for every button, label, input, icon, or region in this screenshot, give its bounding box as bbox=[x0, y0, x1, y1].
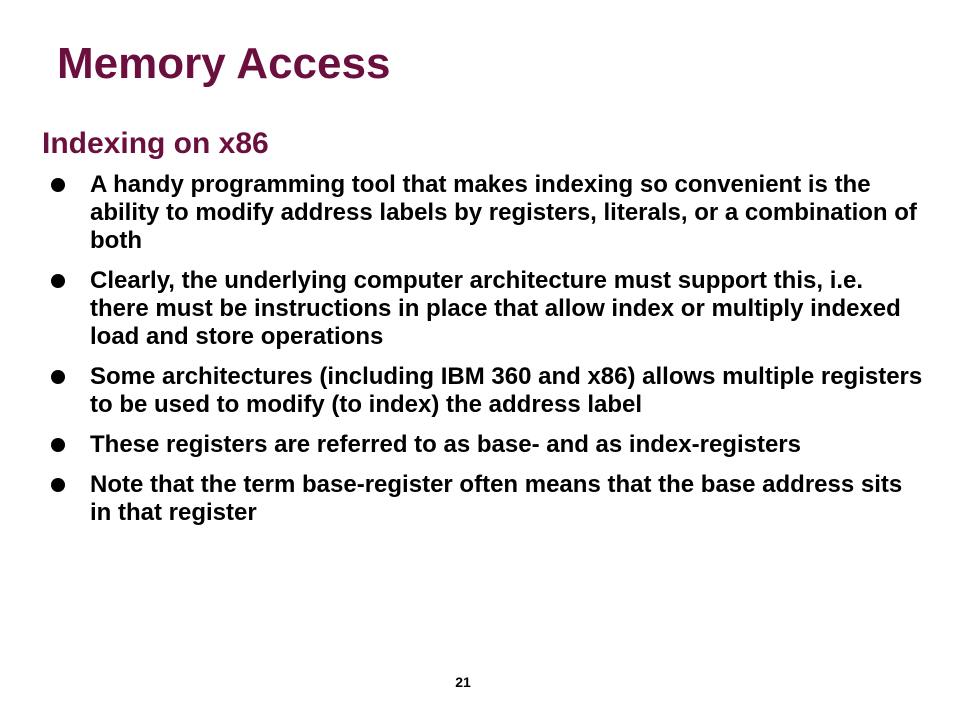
bullet-dot-icon bbox=[51, 274, 65, 288]
slide-subtitle: Indexing on x86 bbox=[42, 127, 269, 160]
page-number: 21 bbox=[455, 674, 471, 690]
bullet-text: A handy programming tool that makes indexing so convenient is the ability to modify address labels by registers, literals, or a combination of both bbox=[90, 171, 917, 254]
bullet-list bbox=[48, 171, 928, 539]
bullet-dot-icon bbox=[51, 438, 65, 452]
bullet-dot-icon bbox=[51, 370, 65, 384]
bullet-item bbox=[48, 471, 928, 527]
bullet-text: Clearly, the underlying computer architecture must support this, i.e. there must be instructions in place that allow index or multiply indexed load and store operations bbox=[90, 267, 901, 350]
bullet-text: Note that the term base-register often means that the base address sits in that register bbox=[90, 471, 903, 526]
bullet-dot-icon bbox=[51, 478, 65, 492]
bullet-text: These registers are referred to as base- and as index-registers bbox=[90, 431, 801, 458]
bullet-item bbox=[48, 363, 928, 419]
bullet-item bbox=[48, 171, 928, 255]
bullet-text: Some architectures (including IBM 360 and x86) allows multiple registers to be used to modify (to index) the address label bbox=[90, 363, 923, 418]
bullet-dot-icon bbox=[51, 178, 65, 192]
slide-title: Memory Access bbox=[57, 39, 391, 88]
bullet-item bbox=[48, 431, 928, 459]
bullet-item bbox=[48, 267, 928, 351]
